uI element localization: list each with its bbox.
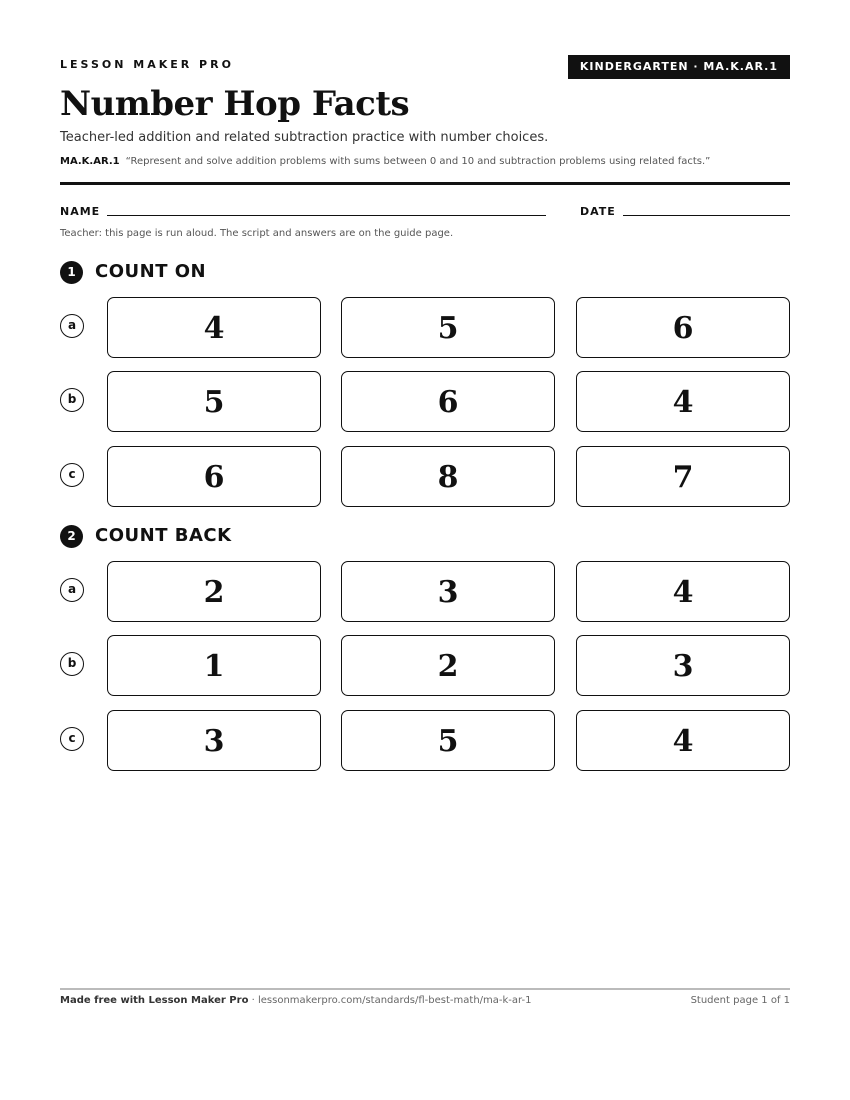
number-choice[interactable]: 6 <box>576 297 790 358</box>
name-label: NAME <box>60 205 101 218</box>
page-title: Number Hop Facts <box>60 84 410 124</box>
section-title: COUNT ON <box>95 260 218 284</box>
number-choice[interactable]: 2 <box>341 635 555 696</box>
section-title: COUNT BACK <box>95 524 244 548</box>
date-label: DATE <box>580 205 616 218</box>
standard-code: MA.K.AR.1 <box>60 156 120 167</box>
number-choice[interactable]: 4 <box>576 710 790 771</box>
standard-line <box>60 156 710 167</box>
number-choice[interactable]: 5 <box>341 710 555 771</box>
footer-brand: Made free with Lesson Maker Pro <box>60 995 249 1006</box>
brand-name: LESSON MAKER PRO <box>60 58 234 71</box>
footer-page-number: Student page 1 of 1 <box>690 995 790 1006</box>
problem-row <box>60 710 790 772</box>
section-number-badge: 1 <box>60 261 83 284</box>
worksheet-page <box>60 0 790 1100</box>
standard-text: “Represent and solve addition problems with sums between 0 and 10 and subtraction problems using related facts.” <box>125 156 711 167</box>
page-subtitle: Teacher-led addition and related subtraction practice with number choices. <box>60 130 549 145</box>
problem-row <box>60 446 790 508</box>
name-field[interactable] <box>107 215 546 216</box>
problem-row <box>60 635 790 697</box>
number-choice[interactable]: 4 <box>107 297 321 358</box>
number-choice[interactable]: 6 <box>107 446 321 507</box>
number-choice[interactable]: 3 <box>107 710 321 771</box>
footer-url[interactable]: lessonmakerpro.com/standards/fl-best-math/ma-k-ar-1 <box>257 995 532 1006</box>
number-choice[interactable]: 3 <box>341 561 555 622</box>
section-count-back-heading <box>60 524 790 548</box>
footer-divider <box>60 988 790 990</box>
section-count-on-heading <box>60 260 790 284</box>
teacher-note: Teacher: this page is run aloud. The script and answers are on the guide page. <box>60 228 454 239</box>
grade-badge: KINDERGARTEN · MA.K.AR.1 <box>568 55 790 79</box>
date-field[interactable] <box>623 215 790 216</box>
problem-row <box>60 371 790 433</box>
section-number-badge: 2 <box>60 525 83 548</box>
number-choice[interactable]: 1 <box>107 635 321 696</box>
row-label: b <box>60 388 84 412</box>
row-label: c <box>60 463 84 487</box>
header-divider <box>60 182 790 185</box>
row-label: a <box>60 314 84 338</box>
footer-credit <box>60 995 531 1006</box>
row-label: b <box>60 652 84 676</box>
number-choice[interactable]: 4 <box>576 561 790 622</box>
number-choice[interactable]: 5 <box>107 371 321 432</box>
number-choice[interactable]: 5 <box>341 297 555 358</box>
row-label: c <box>60 727 84 751</box>
footer-separator: · <box>248 995 258 1006</box>
number-choice[interactable]: 2 <box>107 561 321 622</box>
number-choice[interactable]: 4 <box>576 371 790 432</box>
number-choice[interactable]: 8 <box>341 446 555 507</box>
problem-row <box>60 561 790 623</box>
row-label: a <box>60 578 84 602</box>
problem-row <box>60 297 790 359</box>
number-choice[interactable]: 6 <box>341 371 555 432</box>
number-choice[interactable]: 3 <box>576 635 790 696</box>
number-choice[interactable]: 7 <box>576 446 790 507</box>
